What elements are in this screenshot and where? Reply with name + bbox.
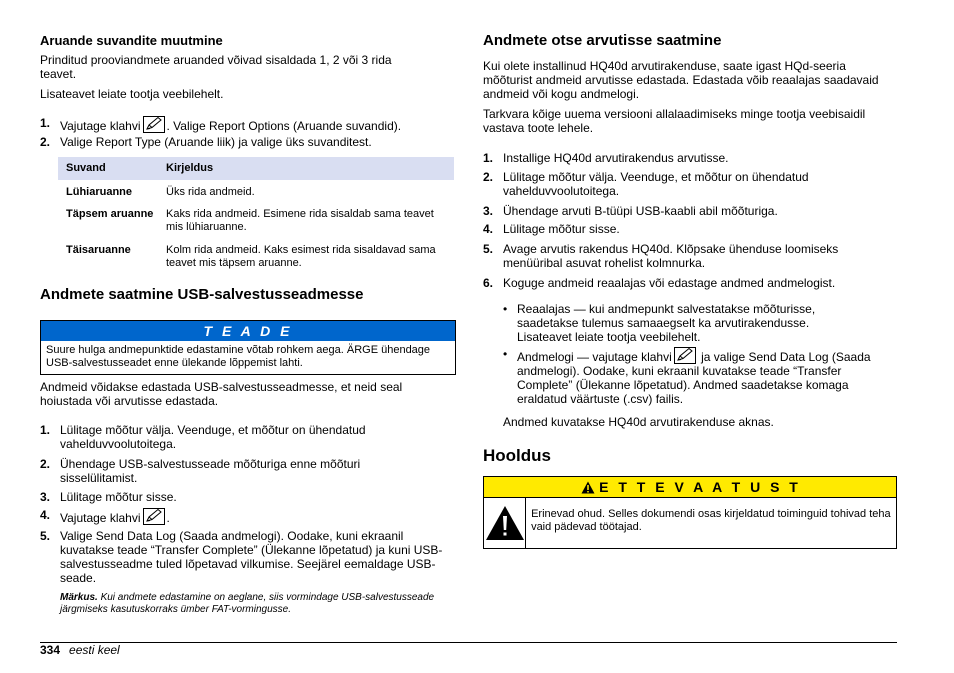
notice-text: Suure hulga andmepunktide edastamine võtab rohkem aega. ÄRGE ühendage USB-salvestusseadet enne ülekande lõppemist lahti. [46, 344, 431, 369]
report-step-2: 2. Valige Report Type (Aruande liik) ja valige üks suvanditest. [40, 135, 372, 149]
report-intro: Prinditud prooviandmete aruanded võivad sisaldada 1, 2 või 3 rida teavet. [40, 53, 392, 81]
table-header-option: Suvand [58, 157, 158, 180]
table-header-row [58, 157, 454, 180]
pc-software-info: Tarkvara kõige uuema versiooni allalaadimiseks minge tootja veebisaidil vastava toote lehele. [483, 107, 866, 135]
report-more-info: Lisateavet leiate tootja veebilehelt. [40, 87, 224, 101]
usb-remark: Märkus. Kui andmete edastamine on aeglane, siis vormindage USB-salvestusseade järgmiseks kasutuskorraks ümber FAT-vormingusse. [60, 592, 435, 615]
table-row: Täisaruanne Kolm rida andmeid. Kaks esimest rida sisaldavad sama teavet mis täpsem aruanne. [66, 244, 436, 269]
page-number: 334 [40, 643, 61, 657]
page-footer [40, 643, 120, 657]
caution-text: Erinevad ohud. Selles dokumendi osas kirjeldatud toiminguid tohivad teha vaid pädevad töötajad. [531, 508, 891, 533]
usb-section-heading: Andmete saatmine USB-salvestusseadmesse [40, 286, 364, 303]
table-row: Lühiaruanne Üks rida andmeid. [66, 186, 255, 198]
pencil-key-icon [674, 347, 696, 364]
maintenance-heading: Hooldus [483, 446, 551, 465]
usb-intro: Andmeid võidakse edastada USB-salvestusseadmesse, et neid seal hoiustada või arvutisse edastada. [40, 380, 403, 408]
caution-title: E T T E V A A T U S T [484, 477, 896, 498]
table-header-description: Kirjeldus [158, 157, 454, 180]
pencil-key-icon [143, 508, 165, 525]
pc-section-heading: Andmete otse arvutisse saatmine [483, 32, 722, 49]
footer-divider [40, 642, 897, 643]
report-options-heading: Aruande suvandite muutmine [40, 33, 223, 48]
caution-box [483, 476, 897, 549]
footer-language: eesti keel [69, 643, 120, 657]
pencil-key-icon [143, 116, 165, 133]
pc-intro: Kui olete installinud HQ40d arvutirakenduse, saate igast HQd-seeria mõõturist andmeid arvutisse edastada. Edastada võib reaalajas saadavaid andmeid või kogu andmelogi. [483, 59, 879, 101]
notice-box [40, 320, 456, 375]
pc-result: Andmed kuvatakse HQ40d arvutirakenduse aknas. [503, 415, 774, 429]
table-row: Täpsem aruanne Kaks rida andmeid. Esimene rida sisaldab sama teavet mis lühiaruanne. [66, 208, 434, 233]
report-step-1: 1. Vajutage klahvi . Valige Report Options (Aruande suvandid). [40, 116, 402, 133]
warning-triangle-icon [581, 481, 595, 494]
notice-title: T E A D E [41, 321, 455, 341]
report-options-table [58, 157, 454, 272]
exclamation-icon [484, 498, 526, 548]
